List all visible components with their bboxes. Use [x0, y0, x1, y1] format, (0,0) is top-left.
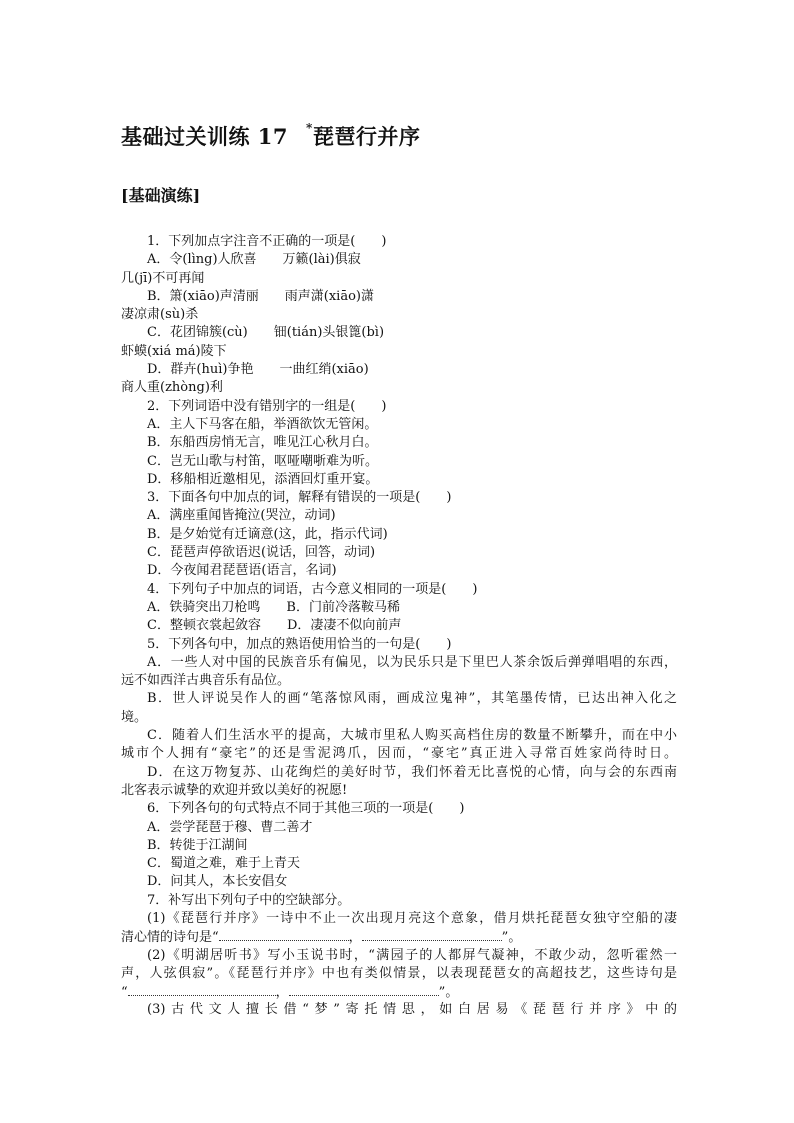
q1-option-d: D．群卉(huì)争艳 一曲红绡(xiāo): [147, 362, 369, 378]
question-2: 2．下列词语中没有错别字的一组是( ): [147, 398, 387, 414]
q7-part-1: (1)《琵琶行并序》一诗中不止一次出现月亮这个意象，借月烘托琵琶女独守空船的凄: [147, 910, 677, 926]
doc-title: [121, 121, 420, 151]
q2-option-c: C．岂无山歌与村笛，呕哑嘲哳难为听。: [147, 453, 378, 469]
q2-option-a: A．主人下马客在船，举酒欲饮无管闲。: [147, 416, 378, 432]
q1-option-b-cont: 凄凉肃(sù)杀: [121, 307, 199, 323]
title-text: 基础过关训练 17: [121, 124, 289, 149]
q7-2-blank-a[interactable]: [128, 983, 276, 996]
q1-option-c-cont: 虾蟆(xiá má)陵下: [121, 343, 227, 359]
q3-option-c: C．琵琶声停欲语迟(说话，回答，动词): [147, 545, 376, 561]
q7-part-2-blanks: [121, 983, 677, 1001]
q1-option-d-cont: 商人重(zhòng)利: [121, 380, 223, 396]
q1-option-a-cont: 几(jī)不可再闻: [121, 270, 205, 286]
q7-part-2-cont: 声，人弦俱寂”。《琵琶行并序》中也有类似情景，以表现琵琶女的高超技艺，这些诗句是: [121, 965, 677, 981]
q2-option-d: D．移船相近邀相见，添酒回灯重开宴。: [147, 471, 379, 487]
section-heading: [基础演练]: [121, 186, 201, 205]
q7-1-blank-b[interactable]: [362, 928, 502, 941]
q5-option-a-cont: 远不如西洋古典音乐有品位。: [121, 673, 291, 689]
title-asterisk: *: [306, 121, 313, 135]
question-3: 3．下面各句中加点的词，解释有错误的一项是( ): [147, 490, 452, 506]
title-subject: 琵琶行并序: [312, 124, 421, 149]
q7-1-comma: ，: [348, 930, 362, 946]
q6-option-b: B．转徙于江湖间: [147, 837, 248, 853]
question-5: 5．下列各句中，加点的熟语使用恰当的一句是( ): [147, 636, 452, 652]
q6-option-c: C．蜀道之难，难于上青天: [147, 856, 300, 872]
q7-2-open: “: [121, 985, 128, 1001]
q4-options-cd: C．整顿衣裳起敛容 D．凄凄不似向前声: [147, 618, 402, 634]
q5-option-d-cont: 北客表示诚挚的欢迎并致以美好的祝愿!: [121, 782, 348, 798]
q3-option-d: D．今夜闻君琵琶语(语言，名词): [147, 563, 337, 579]
q5-option-b-cont: 境。: [121, 709, 148, 725]
q5-option-a: A．一些人对中国的民族音乐有偏见，以为民乐只是下里巴人茶余饭后弹弹唱唱的东西，: [147, 654, 677, 670]
q7-1-blank-a[interactable]: [219, 928, 349, 941]
q7-part-3: (3)古代文人擅长借“梦”寄托情思，如白居易《琵琶行并序》中的: [147, 1002, 677, 1018]
q4-options-ab: A．铁骑突出刀枪鸣 B．门前冷落鞍马稀: [147, 599, 400, 615]
q5-option-c: C．随着人们生活水平的提高，大城市里私人购买高档住房的数量不断攀升，而在中小: [147, 728, 677, 744]
question-4: 4．下列句子中加点的词语，古今意义相同的一项是( ): [147, 581, 478, 597]
q7-part-2: (2)《明湖居听书》写小玉说书时，“满园子的人都屏气凝神，不敢少动，忽听霍然一: [147, 947, 677, 963]
q2-option-b: B．东船西房悄无言，唯见江心秋月白。: [147, 435, 378, 451]
q5-option-d: D．在这万物复苏、山花绚烂的美好时节，我们怀着无比喜悦的心情，向与会的东西南: [147, 764, 677, 780]
q7-1-prefix: 清心情的诗句是“: [121, 930, 219, 946]
question-1: 1．下列加点字注音不正确的一项是( ): [147, 234, 387, 249]
q7-2-close: ”。: [438, 985, 459, 1001]
q1-option-c: C．花团锦簇(cù) 钿(tián)头银篦(bì): [147, 325, 385, 341]
q7-1-close: ”。: [501, 930, 522, 946]
q5-option-c-cont: 城市个人拥有“豪宅”的还是雪泥鸿爪，因而，“豪宅”真正进入寻常百姓家尚待时日。: [121, 746, 677, 762]
q3-option-a: A．满座重闻皆掩泣(哭泣，动词): [147, 508, 336, 524]
q7-part-1-blanks: [121, 928, 677, 946]
q1-option-a: A．令(lìng)人欣喜 万籁(lài)俱寂: [147, 252, 361, 268]
question-7: 7．补写出下列句子中的空缺部分。: [147, 892, 351, 908]
q1-option-b: B．箫(xiāo)声清丽 雨声潇(xiāo)潇: [147, 288, 374, 304]
exercise-body: [121, 233, 677, 1020]
q7-2-comma: ，: [275, 985, 289, 1001]
q6-option-a: A．尝学琵琶于穆、曹二善才: [147, 819, 313, 835]
q6-option-d: D．问其人，本长安倡女: [147, 874, 288, 890]
question-6: 6．下列各句的句式特点不同于其他三项的一项是( ): [147, 801, 465, 817]
q3-option-b: B．是夕始觉有迁谪意(这，此，指示代词): [147, 526, 388, 542]
q5-option-b: B．世人评说吴作人的画“笔落惊风雨，画成泣鬼神”，其笔墨传情，已达出神入化之: [147, 691, 677, 707]
q7-2-blank-b[interactable]: [289, 983, 439, 996]
